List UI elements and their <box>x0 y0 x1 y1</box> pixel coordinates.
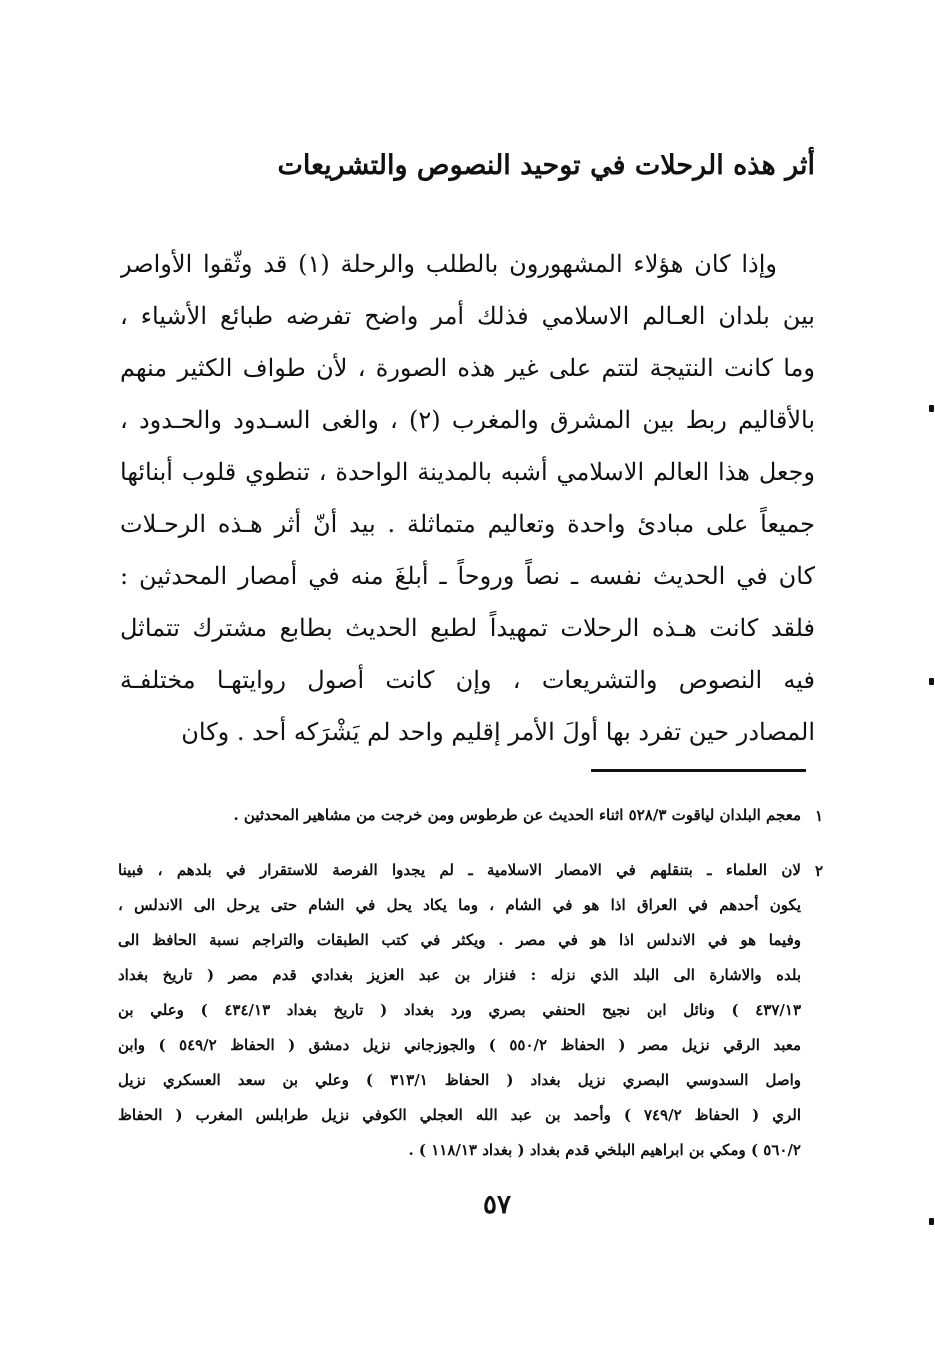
body-line: بالأقاليم ربط بين المشرق والمغرب (٢) ، والغى السـدود والحـدود ، <box>120 406 815 434</box>
footnote-line: ٥٦٠/٢ ) ومكي بن ابراهيم البلخي قدم بغداد ( بغداد ١١٨/١٣ ) . <box>408 1141 801 1159</box>
margin-speck <box>929 678 934 685</box>
body-line: كان في الحديث نفسه ـ نصاً وروحاً ـ أبلغَ منه في أمصار المحدثين : <box>120 562 815 590</box>
footnote-line: معبد الرقي نزيل مصر ( الحفاظ ٥٥٠/٢ ) والجوزجاني نزيل دمشق ( الحفاظ ٥٤٩/٢ ) وابن <box>118 1036 801 1054</box>
footnote-line: الري ( الحفاظ ٧٤٩/٢ ) وأحمد بن عبد الله العجلي الكوفي نزيل طرابلس المغرب ( الحفاظ <box>118 1106 801 1124</box>
body-line: وجعل هذا العالم الاسلامي أشبه بالمدينة الواحدة ، تنطوي قلوب أبنائها <box>120 458 815 486</box>
footnote-2 <box>118 853 823 1168</box>
body-line: المصادر حين تفرد بها أولَ الأمر إقليم واحد لم يَشْرَكه أحد . وكان <box>181 718 815 746</box>
body-line: فيه النصوص والتشريعات ، وإن كانت أصول روايتهـا مختلفـة <box>120 666 815 694</box>
footnote-text <box>118 798 801 834</box>
footnote-text <box>118 853 801 1168</box>
section-heading: أثر هذه الرحلات في توحيد النصوص والتشريعات <box>277 150 815 181</box>
footnote-separator-rule <box>591 769 806 772</box>
footnote-1 <box>118 798 823 834</box>
page-number: ٥٧ <box>483 1190 511 1220</box>
body-line: فلقد كانت هـذه الرحلات تمهيداً لطبع الحديث بطابع مشترك تتماثل <box>120 614 815 642</box>
body-line: وما كانت النتيجة لتتم على غير هذه الصورة ، لأن طواف الكثير منهم <box>120 354 815 382</box>
footnotes <box>118 798 823 1168</box>
footnote-line: بلده والاشارة الى البلد الذي نزله : فنزار بن عبد العزيز بغدادي قدم مصر ( تاريخ بغداد <box>118 966 801 984</box>
margin-speck <box>929 405 934 412</box>
footnote-line: يكون أحدهم في العراق اذا هو في الشام ، وما يكاد يحل في الشام حتى يرحل الى الاندلس ، <box>118 896 801 914</box>
footnote-number: ٢ <box>814 862 823 880</box>
footnote-number: ١ <box>814 807 823 825</box>
footnote-line: وفيما هو في الاندلس اذا هو في مصر . ويكثر في كتب الطبقات والتراجم نسبة الحافظ الى <box>118 931 801 949</box>
body-paragraph <box>120 238 815 758</box>
footnote-line: ٤٣٧/١٣ ) ونائل ابن نجيح الحنفي بصري ورد بغداد ( تاريخ بغداد ٤٣٤/١٣ ) وعلي بن <box>118 1001 801 1019</box>
body-line: جميعاً على مبادئ واحدة وتعاليم متماثلة . بيد أنّ أثر هـذه الرحـلات <box>120 510 815 538</box>
footnote-line: معجم البلدان لياقوت ٥٢٨/٣ اثناء الحديث عن طرطوس ومن خرجت من مشاهير المحدثين . <box>233 806 801 824</box>
margin-speck <box>929 1218 934 1225</box>
footnote-line: لان العلماء ـ بتنقلهم في الامصار الاسلامية ـ لم يجدوا الفرصة للاستقرار في بلدهم ، فبينا <box>118 861 801 879</box>
body-line: وإذا كان هؤلاء المشهورون بالطلب والرحلة (١) قد وثّقوا الأواصر <box>120 250 778 278</box>
body-line: بين بلدان العـالم الاسلامي فذلك أمر واضح تفرضه طبائع الأشياء ، <box>120 302 815 330</box>
footnote-line: واصل السدوسي البصري نزيل بغداد ( الحفاظ ٣١٣/١ ) وعلي بن سعد العسكري نزيل <box>118 1071 801 1089</box>
